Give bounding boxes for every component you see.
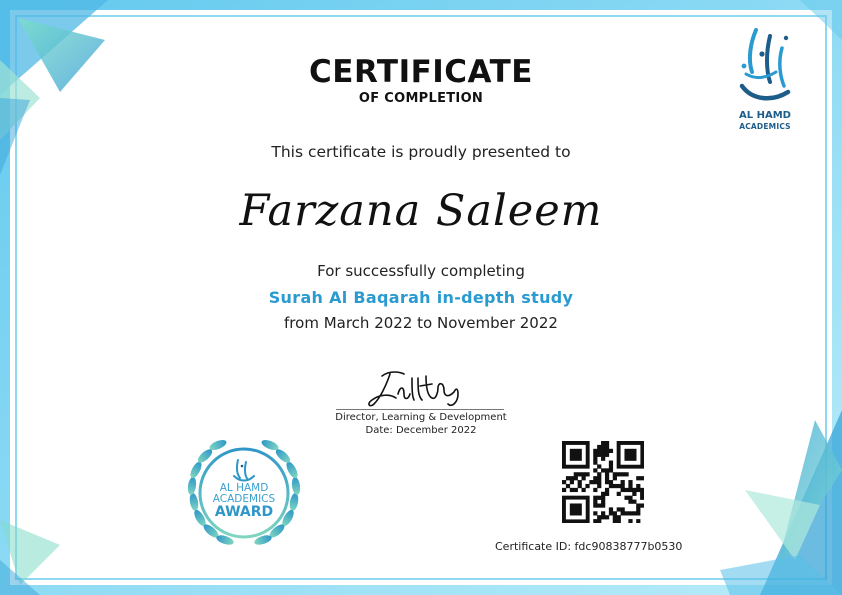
signature-image [360,364,482,410]
presented-line: This certificate is proudly presented to [271,143,571,161]
signatory-role: Director, Learning & Development [335,412,507,423]
recipient-name: Farzana Saleem [239,186,603,236]
badge-line-2: ACADEMICS [212,493,276,505]
signed-date: Date: December 2022 [365,425,477,436]
badge-line-1: AL HAMD [219,482,269,494]
course-name: Surah Al Baqarah in-depth study [268,288,574,307]
qr-code [562,441,644,523]
completing-line: For successfully completing [317,262,525,280]
award-badge [180,430,308,556]
signature-line [336,409,504,410]
badge-award-label: AWARD [214,504,274,520]
certificate-subtitle: OF COMPLETION [358,91,484,106]
certificate-id: Certificate ID: fdc90838777b0530 [495,540,683,553]
certificate-title: CERTIFICATE [309,54,533,90]
course-period: from March 2022 to November 2022 [284,314,558,332]
logo-name: AL HAMD [739,110,791,121]
logo-subtitle: ACADEMICS [739,122,791,131]
